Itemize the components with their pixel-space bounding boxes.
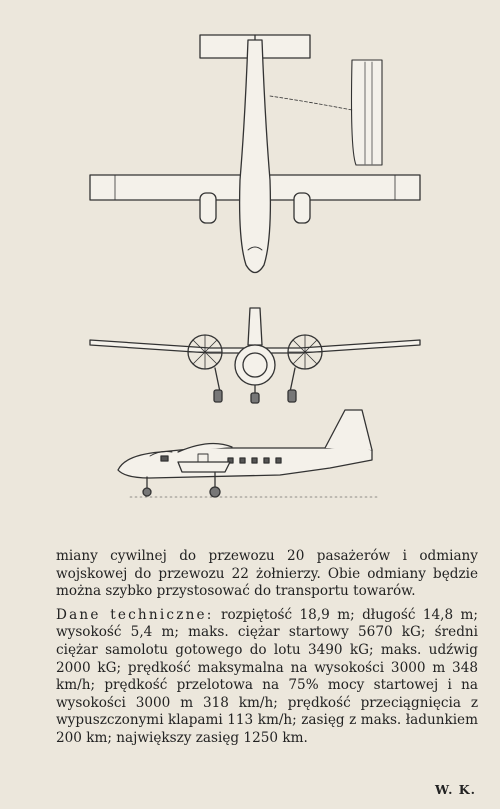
- paragraph-variants: miany cywilnej do przewozu 20 pasażerów i odmiany wojskowej do przewozu 22 żołnierzy. Obie odmiany będzie można szybko przystosować do transportu towarów.: [56, 548, 478, 600]
- spec-text: rozpiętość 18,9 m; długość 14,8 m; wysokość 5,4 m; maks. ciężar startowy 5670 kG; średni ciężar samolotu gotowego do lotu 3490 kG; maks. udźwig 2000 kG; prędkość maksymalna na wysokości 3000 m 348 km/h; prędkość przelotowa na 75% mocy startowej i na wysokości 3000 m 318 km/h; prędkość przeciągnięcia z wypuszczonymi klapami 113 km/h; zasięg z maks. ładunkiem 200 km; największy zasięg 1250 km.: [56, 606, 478, 746]
- top-view: [90, 35, 420, 273]
- side-view: [118, 410, 380, 497]
- article-text: [56, 548, 478, 754]
- front-view: [90, 308, 420, 403]
- paragraph-specifications: [56, 607, 478, 748]
- author-signature: W. K.: [434, 782, 476, 797]
- spec-heading: Dane techniczne:: [56, 606, 214, 623]
